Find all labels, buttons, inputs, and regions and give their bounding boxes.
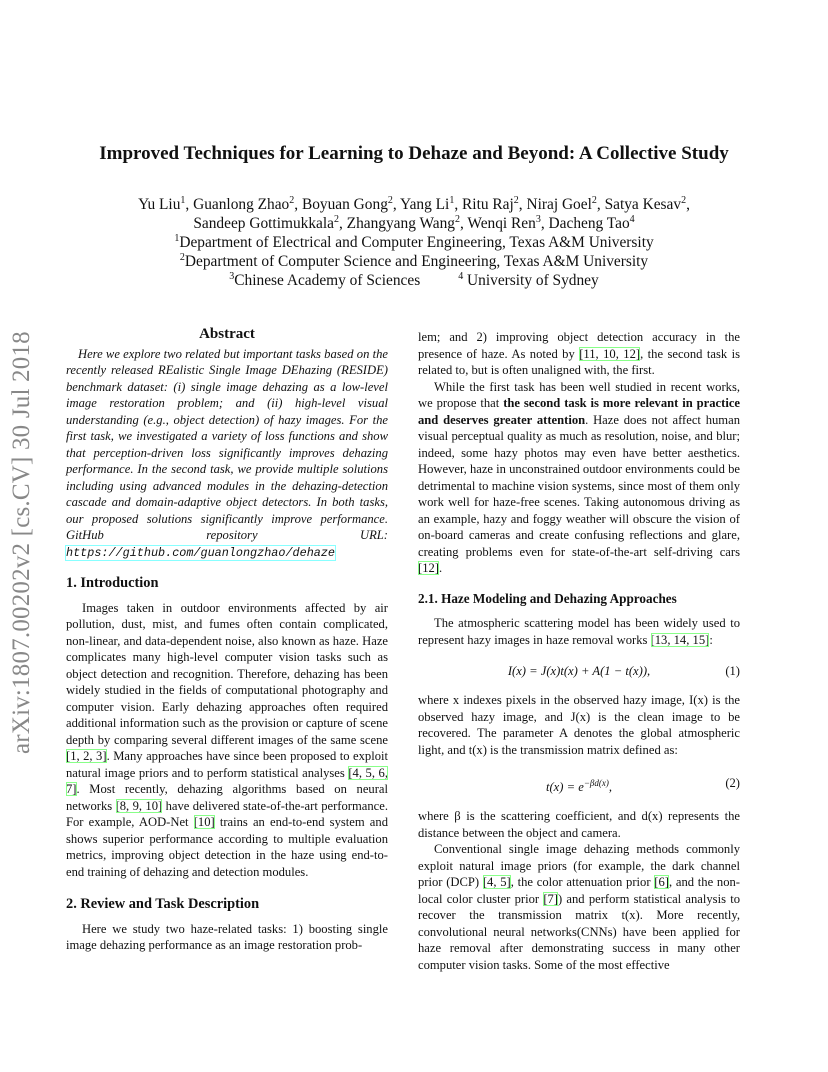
review-heading: 2. Review and Task Description [66, 896, 260, 912]
affiliation-3-4: $^3$Chinese Academy of Sciences $^4$ University of Sydney [229, 270, 599, 289]
abstract-heading: Abstract [199, 326, 255, 342]
subsection-heading: 2.1. Haze Modeling and Dehazing Approaches [418, 590, 677, 606]
intro-paragraph: Images taken in outdoor environments affected by air pollution, dust, mist, and fumes often contain complicated, non-linear, and data-dependent noise, also known as haze. Haze complicates many high-level computer vision tasks such as object detection and recognition. Therefore, dehazing has been widely studied in the fields of computational photography and computer vision. Early dehazing approaches often required additional information such as the provision or capture of scene depth by comparing several different images of the same scene [1, 2, 3]. Many approaches have since been proposed to exploit natural image priors and to perform statistical analyses [4, 5, 6, 7]. Most recently, dehazing algorithms based on neural networks [8, 9, 10] have delivered state-of-the-art performance. For example, AOD-Net [10] trains an end-to-end system and shows superior performance according to multiple evaluation metrics, improving object detection in the haze using end-to-end training of dehazing and detection modules. [66, 600, 389, 879]
left-column [66, 326, 388, 954]
right-paragraph-2: While the first task has been well studied in recent works, we propose that the second task is more relevant in practice and deserves greater attention. Haze does not affect human visual perceptual quality as much as resolution, noise, and blur; indeed, some hazy photos may even have better aesthetics. However, haze in unconstrained outdoor environments could be detrimental to machine vision systems, since most of them only work well for haze-free scenes. Taking autonomous driving as an example, hazy and foggy weather will obscure the vision of on-board cameras and create confusing reflections and glare, creating problems even for state-of-the-art self-driving cars [12]. [418, 379, 741, 575]
right-paragraph-6: Conventional single image dehazing methods commonly exploit natural image priors (for example, the dark channel prior (DCP) [4, 5], the color attenuation prior [6], and the non-local color cluster prior [7]) and perform statistical analysis to recover the transmission matrix t(x). More recently, convolutional neural networks(CNNs) have been applied for haze removal after demonstrating success in many other computer vision tasks. Some of the most effective [418, 842, 740, 972]
author-block [60, 195, 768, 290]
affiliation-2: $^2$Department of Computer Science and Engineering, Texas A&M University [179, 251, 649, 270]
right-paragraph-3: The atmospheric scattering model has been widely used to represent hazy images in haze removal works [13, 14, 15]: [418, 616, 740, 647]
abstract-text: Here we explore two related but important tasks based on the recently released REalistic Single Image DEhazing (RESIDE) benchmark dataset: (i) single image dehazing as a low-level image restoration problem; and (ii) high-level visual understanding (e.g., object detection) of hazy images. For the first task, we investigated a variety of loss functions and show that perception-driven loss significantly improves dehazing performance. In the second task, we provide multiple solutions including using advanced modules in the dehazing-detection cascade and domain-adaptive object detectors. In both tasks, our proposed solutions significantly improve performance. GitHub repository URL: https://github.com/guanlongzhao/dehaze [66, 346, 388, 560]
citation-link[interactable]: [8, 9, 10] [115, 798, 163, 813]
citation-link[interactable]: [11, 10, 12] [579, 346, 641, 361]
right-paragraph-5: where β is the scattering coefficient, and d(x) represents the distance between the object and camera. [418, 809, 740, 840]
citation-link[interactable]: [10] [193, 815, 215, 829]
citation-link[interactable]: [12] [418, 561, 439, 575]
citation-link[interactable]: [6] [654, 875, 669, 889]
citation-link[interactable]: [4, 5, 6, 7] [66, 765, 389, 796]
equation-2: $t(x) = e^{-\beta d(x)}$, (2) [545, 776, 740, 795]
right-paragraph-4: where x indexes pixels in the observed hazy image, I(x) is the observed hazy image, and J(x) is the clean image to be recovered. The parameter A denotes the global atmospheric light, and t(x) is the transmission matrix defined as: [418, 693, 740, 757]
intro-heading: 1. Introduction [66, 575, 159, 591]
arxiv-side-label: arXiv:1807.00202v2 [cs.CV] 30 Jul 2018 [8, 331, 35, 754]
github-url-link[interactable]: https://github.com/guanlongzhao/dehaze [66, 545, 336, 560]
right-column [418, 329, 740, 973]
author-line-1: Yu Liu$^1$, Guanlong Zhao$^2$, Boyuan Gong$^2$, Yang Li$^1$, Ritu Raj$^2$, Niraj Goel$^2$, Satya Kesav$^2$, [138, 194, 690, 213]
citation-link[interactable]: [4, 5] [482, 875, 511, 889]
paper-title: Improved Techniques for Learning to Dehaze and Beyond: A Collective Study [99, 143, 729, 164]
citation-link[interactable]: [7] [543, 891, 558, 906]
affiliation-1: $^1$Department of Electrical and Computer Engineering, Texas A&M University [174, 232, 654, 251]
review-paragraph: Here we study two haze-related tasks: 1) boosting single image dehazing performance as an image restoration prob- [66, 921, 388, 952]
right-paragraph-1: lem; and 2) improving object detection accuracy in the presence of haze. As noted by [11, 10, 12], the second task is related to, but is often unaligned with, the first. [418, 330, 740, 377]
citation-link[interactable]: [1, 2, 3] [66, 749, 107, 763]
citation-link[interactable]: [13, 14, 15] [650, 632, 710, 647]
author-line-2: Sandeep Gottimukkala$^2$, Zhangyang Wang$^2$, Wenqi Ren$^3$, Dacheng Tao$^4$ [193, 213, 635, 232]
equation-1: I(x) = J(x)t(x) + A(1 − t(x)), (1) [507, 664, 740, 678]
